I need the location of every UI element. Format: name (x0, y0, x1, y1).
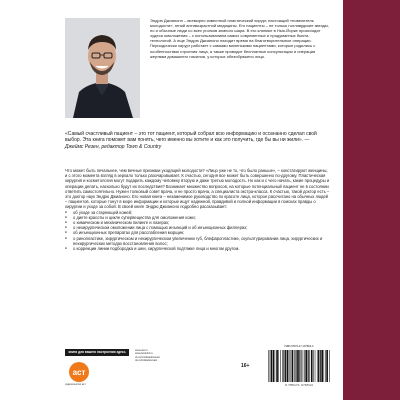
barcode-number: 9 785171 079544 (285, 383, 313, 387)
publisher-link[interactable]: www.book24.ru (135, 352, 153, 356)
quote-attribution: — Джеймс Резен, редактор Town & Country (65, 137, 310, 150)
cover-spine (343, 0, 400, 400)
topic-item: ● об инъекционных препаратах для расслабления морщин; (65, 230, 331, 235)
svg-text:аст: аст (72, 368, 86, 377)
publisher-link[interactable]: vk.com/izdatelstvoast (135, 355, 160, 359)
book-description (65, 168, 331, 251)
quote-text: «Самый счастливый пациент – это тот пациент, который собрал всю информацию и осознанно сделал свой выбор. Эта книга поможет вам понять, чего именно вы хотите и как это получить, где бы вы ни жили». (65, 131, 317, 144)
author-portrait-image (65, 18, 140, 118)
publisher-info (135, 349, 205, 363)
publisher-slogan: книги для вашего настроения здесь (65, 349, 129, 356)
barcode-block (265, 345, 333, 390)
topic-list (65, 210, 331, 252)
barcode-icon (267, 350, 331, 382)
cover-footer (65, 345, 335, 390)
topic-item: ● о коррекции линии подбородка и шеи, хирургической подтяжке лица и многом другом. (65, 246, 331, 251)
topic-item: ● о химическом и механическом пилинге и лазерах; (65, 220, 331, 225)
publisher-caption: издательство аст (65, 383, 86, 386)
ast-logo-icon (67, 359, 101, 383)
publisher-link[interactable]: www.ast.ru (135, 349, 148, 352)
author-photo (65, 18, 140, 118)
description-paragraph: Что может быть печальнее, чем вечные признаки уходящей молодости? «Лицо уже не то, что было раньше», – констатируют женщины, и с этого момента взгляд в зеркало только разочаровывает. К счастью, сегодня все может быть совершенно по-другому. Пластическая хирургия и косметология могут подарить каждому человеку вторую и даже третью молодость. Но как и с чего начать, какие процедуры и операции делать, насколько будут их последствия? Возникает множество вопросов, на которые потенциальный пациент не в состоянии ответить самостоятельно. Нужен толковый совет врача, и не просто врача, а специалиста экстра-класса. К счастью, такой доктор есть – это доктор наук Эндрю Джианоно. Его новая книга – незаменимое руководство по красоте лица, которое рассчитано на обычных людей – пациентов, которые тонут в море информации и которые ищут надежной, правдивой и полной информации в поисках правды о хирургии и уходе за собой. В своей книге Эндрю Джианоно подробно рассказывает: (65, 168, 330, 210)
age-rating: 16+ (241, 363, 250, 369)
review-quote (65, 131, 327, 150)
topic-item: ● о ринопластике, хирургическом и нехирургическом увеличении губ, блефаропластике, скульптурировании лица, хирургических и нехирургических методах восстановления волос; (65, 236, 331, 246)
isbn-text: ISBN 978-5-17-107664-4 (284, 345, 314, 348)
topic-item: ● о диете красоты и цикле супервещества для омоложения кожи; (65, 215, 331, 220)
topic-item: ● о нехирургическом омоложении лица с помощью инъекций и об инъекционных филлерах; (65, 225, 331, 230)
topic-item: ● об уходе за стареющей кожей; (65, 210, 331, 215)
author-intro: Эндрю Джианонн – всемирно известный пластический хирург, настоящий «повелитель молодости», гений антивозрастной медицины. Его пациенты – не только голливудские звезды, но и обычные люди со всех уголков земного шара. В его клинике в Нью-Йорке происходят чудеса омоложения – с использованием самых современных и продуманных бьюти-технологий. А еще Эндрю Джианоно находит время на благотворительные операции. Периодически хирург работает с самыми маленькими пациентами, которые родились с особенностями строения лица, а также проводит бесплатные консультации и операции жертвам домашнего насилия, у которых обезображено лицо. (150, 18, 329, 59)
publisher-link[interactable]: ok.ru/izdatelstvoast (135, 359, 158, 363)
